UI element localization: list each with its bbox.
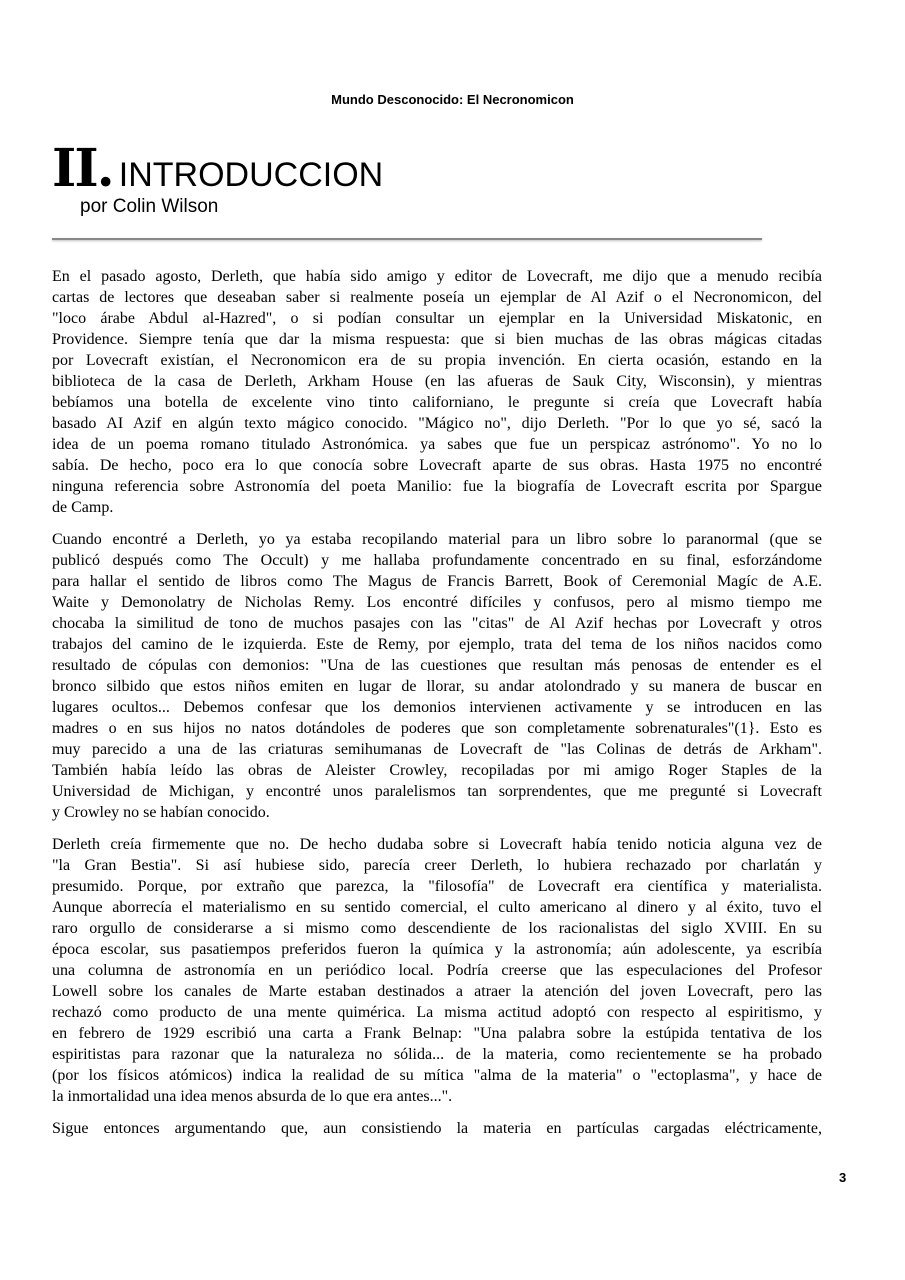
text-line: época escolar, sus pasatiempos preferidos fueron la química y la astronomía; aún adolescente, ya escribía <box>52 941 822 958</box>
chapter-heading <box>52 138 383 199</box>
text-line: en febrero de 1929 escribió una carta a Frank Belnap: "Una palabra sobre la estúpida tentativa de los <box>52 1025 822 1042</box>
text-line: Derleth creía firmemente que no. De hecho dudaba sobre si Lovecraft había tenido noticia alguna vez de <box>52 836 822 853</box>
text-line: biblioteca de la casa de Derleth, Arkham House (en las afueras de Sauk City, Wisconsin), y mientras <box>52 373 822 390</box>
text-line: bronco silbido que estos niños emiten en lugar de llorar, su andar atolondrado y su manera de buscar en <box>52 678 822 695</box>
text-line: En el pasado agosto, Derleth, que había sido amigo y editor de Lovecraft, me dijo que a menudo recibía <box>52 268 822 285</box>
text-line: la inmortalidad una idea menos absurda de lo que era antes...". <box>52 1088 453 1105</box>
text-line: "loco árabe Abdul al-Hazred", o si podían consultar un ejemplar en la Universidad Miskatonic, en <box>52 310 822 327</box>
text-line: basado AI Azif en algún texto mágico conocido. "Mágico no", dijo Derleth. "Por lo que yo sé, sacó la <box>52 415 822 432</box>
text-line: Lowell sobre los canales de Marte estaban destinados a atraer la atención del joven Lovecraft, pero las <box>52 983 822 1000</box>
paragraph <box>52 529 822 823</box>
text-line: Aunque aborrecía el materialismo en su sentido comercial, el culto americano al dinero y al éxito, tuvo el <box>52 899 822 916</box>
text-line: idea de un poema romano titulado Astronómica. ya sabes que fue un perspicaz astrónomo". Yo no lo <box>52 436 822 453</box>
text-line: También había leído las obras de Aleister Crowley, recopiladas por mi amigo Roger Staples de la <box>52 762 822 779</box>
paragraph <box>52 834 822 1107</box>
text-line: y Crowley no se habían conocido. <box>52 804 270 821</box>
paragraph <box>52 266 822 518</box>
text-line: rechazó como producto de una mente quimérica. La misma actitud adoptó con respecto al espiritismo, y <box>52 1004 822 1021</box>
text-line: Providence. Siempre tenía que dar la misma respuesta: que si bien muchas de las obras mágicas citadas <box>52 331 822 348</box>
chapter-author: por Colin Wilson <box>80 196 219 217</box>
text-line: "la Gran Bestia". Si así hubiese sido, parecía creer Derleth, lo hubiera rechazado por charlatán y <box>52 857 822 874</box>
page-number: 3 <box>839 1170 847 1185</box>
text-line: chocaba la similitud de tono de muchos pasajes con las "citas" de Al Azif hechas por Lovecraft y otros <box>52 615 822 632</box>
text-line: publicó después como The Occult) y me hallaba profundamente concentrado en su final, esforzándome <box>52 552 822 569</box>
text-line: (por los físicos atómicos) indica la realidad de su mítica "alma de la materia" o "ectoplasma", y hace de <box>52 1067 822 1084</box>
chapter-title: INTRODUCCION <box>118 156 384 194</box>
text-line: una columna de astronomía en un periódico local. Podría creerse que las especulaciones del Profesor <box>52 962 822 979</box>
running-header: Mundo Desconocido: El Necronomicon <box>331 92 574 107</box>
text-line: espiritistas para razonar que la naturaleza no sólida... de la materia, como recientemente se ha probado <box>52 1046 822 1063</box>
text-line: raro orgullo de considerarse a si mismo como descendiente de los racionalistas del siglo XVIII. En su <box>52 920 822 937</box>
text-line: cartas de lectores que deseaban saber si realmente poseía un ejemplar de Al Azif o el Necronomicon, del <box>52 289 822 306</box>
text-line: de Camp. <box>52 499 114 516</box>
text-line: sabía. De hecho, poco era lo que conocía sobre Lovecraft aparte de sus obras. Hasta 1975 no encontré <box>52 457 822 474</box>
text-line: Sigue entonces argumentando que, aun consistiendo la materia en partículas cargadas eléctricamente, <box>52 1120 822 1137</box>
text-line: ninguna referencia sobre Astronomía del poeta Manilio: fue la biografía de Lovecraft escrita por Spargue <box>52 478 822 495</box>
text-line: para hallar el sentido de libros como The Magus de Francis Barrett, Book of Ceremonial Magíc de A.E. <box>52 573 822 590</box>
heading-divider <box>52 238 762 240</box>
text-line: Waite y Demonolatry de Nicholas Remy. Los encontré difíciles y confusos, pero al mismo tiempo me <box>52 594 822 611</box>
text-line: madres o en sus hijos no natos dotándoles de poderes que son completamente sobrenaturales"(1}. Esto es <box>52 720 822 737</box>
text-line: muy parecido a una de las criaturas semihumanas de Lovecraft de "las Colinas de detrás de Arkham". <box>52 741 822 758</box>
text-line: trabajos del camino de le izquierda. Este de Remy, por ejemplo, trata del tema de los niños nacidos como <box>52 636 822 653</box>
text-line: resultado de cópulas con demonios: "Una de las cuestiones que resultan más penosas de entender es el <box>52 657 822 674</box>
text-line: Universidad de Michigan, y encontré unos paralelismos tan sorprendentes, que me pregunté si Lovecraft <box>52 783 822 800</box>
text-line: Cuando encontré a Derleth, yo ya estaba recopilando material para un libro sobre lo paranormal (que se <box>52 531 822 548</box>
chapter-number: II. <box>52 138 113 199</box>
text-line: presumido. Porque, por extraño que parezca, la "filosofía" de Lovecraft era científica y materialista. <box>52 878 822 895</box>
text-line: bebíamos una botella de excelente vino tinto californiano, le pregunte si creía que Lovecraft había <box>52 394 822 411</box>
text-line: por Lovecraft existían, el Necronomicon era de su propia invención. En cierta ocasión, estando en la <box>52 352 822 369</box>
text-line: lugares ocultos... Debemos confesar que los demonios intervienen activamente y se introducen en las <box>52 699 822 716</box>
paragraph <box>52 1118 822 1139</box>
body-text <box>52 266 822 1150</box>
